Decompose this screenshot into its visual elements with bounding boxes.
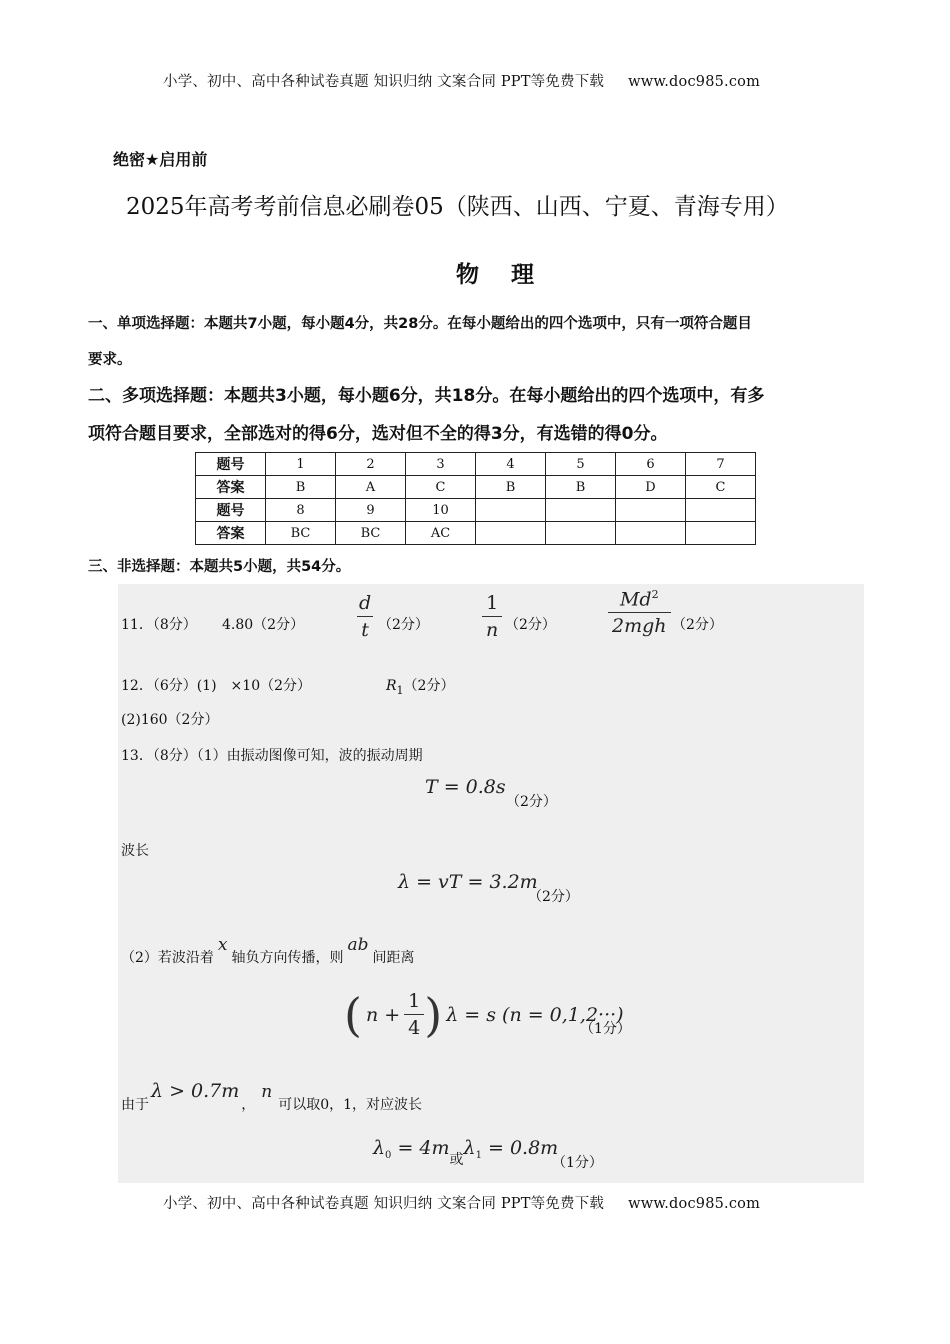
since-inequality: λ > 0.7m [151, 1080, 240, 1102]
answer-table [195, 452, 756, 545]
table-cell: D [616, 476, 686, 499]
q11-points1: （2分） [378, 617, 429, 633]
header-url[interactable]: www.doc985.com [628, 74, 761, 90]
eq-n-open: n + [365, 1003, 401, 1026]
table-cell: B [546, 476, 616, 499]
subject-title: 物 理 [456, 262, 547, 288]
eq-quarter-fraction [404, 990, 424, 1039]
section3-heading: 三、非选择题：本题共5小题，共54分。 [88, 559, 351, 575]
table-row [196, 453, 756, 476]
fraction-numerator: 1 [486, 592, 499, 614]
fraction-denominator: 2mgh [608, 612, 671, 637]
section2-line1: 二、多项选择题：本题共3小题，每小题6分，共18分。在每小题给出的四个选项中，有多 [88, 386, 765, 406]
part2-text-c: 间距离 [372, 950, 415, 966]
or-text: 或 [449, 1152, 464, 1168]
row-label: 题号 [196, 453, 266, 476]
page-footer [163, 1192, 760, 1213]
section1-line2: 要求。 [88, 352, 132, 368]
table-cell: B [476, 476, 546, 499]
row-label: 答案 [196, 476, 266, 499]
q12-line1: 12．（6分）(1) ×10（2分） [121, 678, 312, 694]
q13-intro: 13．（8分）（1）由振动图像可知，波的振动周期 [121, 748, 423, 764]
fraction-numerator: Md [619, 588, 652, 611]
since-n: n [261, 1082, 273, 1102]
table-cell: C [406, 476, 476, 499]
resistor-symbol: R [386, 678, 397, 694]
eq-distance: ( n + $\frac{1}{4}$ ) λ = s (n = 0,1,2···) [344, 987, 624, 1042]
lambda0-symbol: λ [373, 1137, 386, 1159]
eq-wavelength-points: （2分） [528, 889, 579, 905]
table-row [196, 522, 756, 545]
table-cell: 4 [476, 453, 546, 476]
page-header [163, 70, 760, 91]
table-cell [476, 499, 546, 522]
fraction-denominator: n [482, 616, 502, 641]
part2-text-a: （2）若波沿着 [121, 950, 214, 966]
lambda1-value: = 0.8m [481, 1137, 559, 1159]
part2-x: x [217, 935, 228, 955]
since-text-b: 可以取0，1，对应波长 [278, 1097, 423, 1113]
footer-url[interactable]: www.doc985.com [628, 1196, 761, 1212]
table-cell: 10 [406, 499, 476, 522]
fraction-numerator: 1 [408, 990, 421, 1012]
q12-resistor [386, 675, 454, 697]
lambda1-symbol: λ [463, 1137, 476, 1159]
q11-label: 11．（8分） [121, 617, 197, 633]
fraction-denominator: t [357, 616, 373, 641]
table-cell: 6 [616, 453, 686, 476]
section2-line2: 项符合题目要求，全部选对的得6分，选对但不全的得3分，有选错的得0分。 [88, 424, 668, 444]
q11-fraction-1-n [482, 592, 502, 641]
eq-distance-points: （1分） [580, 1021, 631, 1037]
eq-final-wavelengths [373, 1137, 559, 1168]
lambda1-subscript: 1 [475, 1150, 482, 1162]
row-label: 答案 [196, 522, 266, 545]
fraction-exponent: 2 [651, 588, 659, 601]
since-comma: ， [241, 1097, 256, 1113]
q13-since [121, 1080, 423, 1114]
q11-answer1: 4.80（2分） [222, 617, 305, 633]
table-cell: 9 [336, 499, 406, 522]
footer-text: 小学、初中、高中各种试卷真题 知识归纳 文案合同 PPT等免费下载 [163, 1196, 605, 1212]
table-cell [616, 499, 686, 522]
resistor-points: （2分） [403, 678, 455, 694]
table-cell [686, 522, 756, 545]
resistor-subscript: 1 [396, 683, 404, 697]
table-cell [476, 522, 546, 545]
table-cell: 7 [686, 453, 756, 476]
table-cell: BC [336, 522, 406, 545]
section1-line1: 一、单项选择题：本题共7小题，每小题4分，共28分。在每小题给出的四个选项中，只有一项符合题目 [88, 316, 752, 332]
q11-fraction-d-t [355, 592, 375, 641]
q11-points3: （2分） [672, 617, 723, 633]
header-text: 小学、初中、高中各种试卷真题 知识归纳 文案合同 PPT等免费下载 [163, 74, 605, 90]
fraction-numerator: d [359, 592, 372, 614]
table-cell: 5 [546, 453, 616, 476]
since-text-a: 由于 [121, 1097, 149, 1113]
table-cell [616, 522, 686, 545]
lambda0-subscript: 0 [385, 1150, 392, 1162]
table-cell: A [336, 476, 406, 499]
table-cell: B [266, 476, 336, 499]
lambda0-value: = 4m [391, 1137, 450, 1159]
table-cell [686, 499, 756, 522]
table-row [196, 476, 756, 499]
part2-ab: ab [347, 935, 369, 955]
eq-period-points: （2分） [506, 794, 557, 810]
table-cell [546, 499, 616, 522]
table-cell: C [686, 476, 756, 499]
eq-n-rest: λ = s (n = 0,1,2···) [446, 1003, 624, 1026]
table-cell: 3 [406, 453, 476, 476]
table-cell: 8 [266, 499, 336, 522]
table-cell: BC [266, 522, 336, 545]
secret-label: 绝密★启用前 [113, 150, 208, 169]
table-cell [546, 522, 616, 545]
eq-final-points: （1分） [552, 1155, 603, 1171]
q12-line2: (2)160（2分） [121, 712, 219, 728]
table-row [196, 499, 756, 522]
q13-part2 [121, 935, 415, 967]
row-label: 题号 [196, 499, 266, 522]
table-cell: 1 [266, 453, 336, 476]
table-cell: 2 [336, 453, 406, 476]
page-title: 2025年高考考前信息必刷卷05（陕西、山西、宁夏、青海专用） [126, 194, 789, 220]
q11-points2: （2分） [505, 617, 556, 633]
q11-fraction-md2 [608, 588, 671, 637]
eq-period: T = 0.8s [425, 776, 506, 798]
fraction-denominator: 4 [404, 1014, 424, 1039]
eq-wavelength: λ = vT = 3.2m [398, 871, 538, 893]
part2-text-b: 轴负方向传播，则 [231, 950, 344, 966]
table-cell: AC [406, 522, 476, 545]
wavelength-label: 波长 [121, 843, 149, 859]
